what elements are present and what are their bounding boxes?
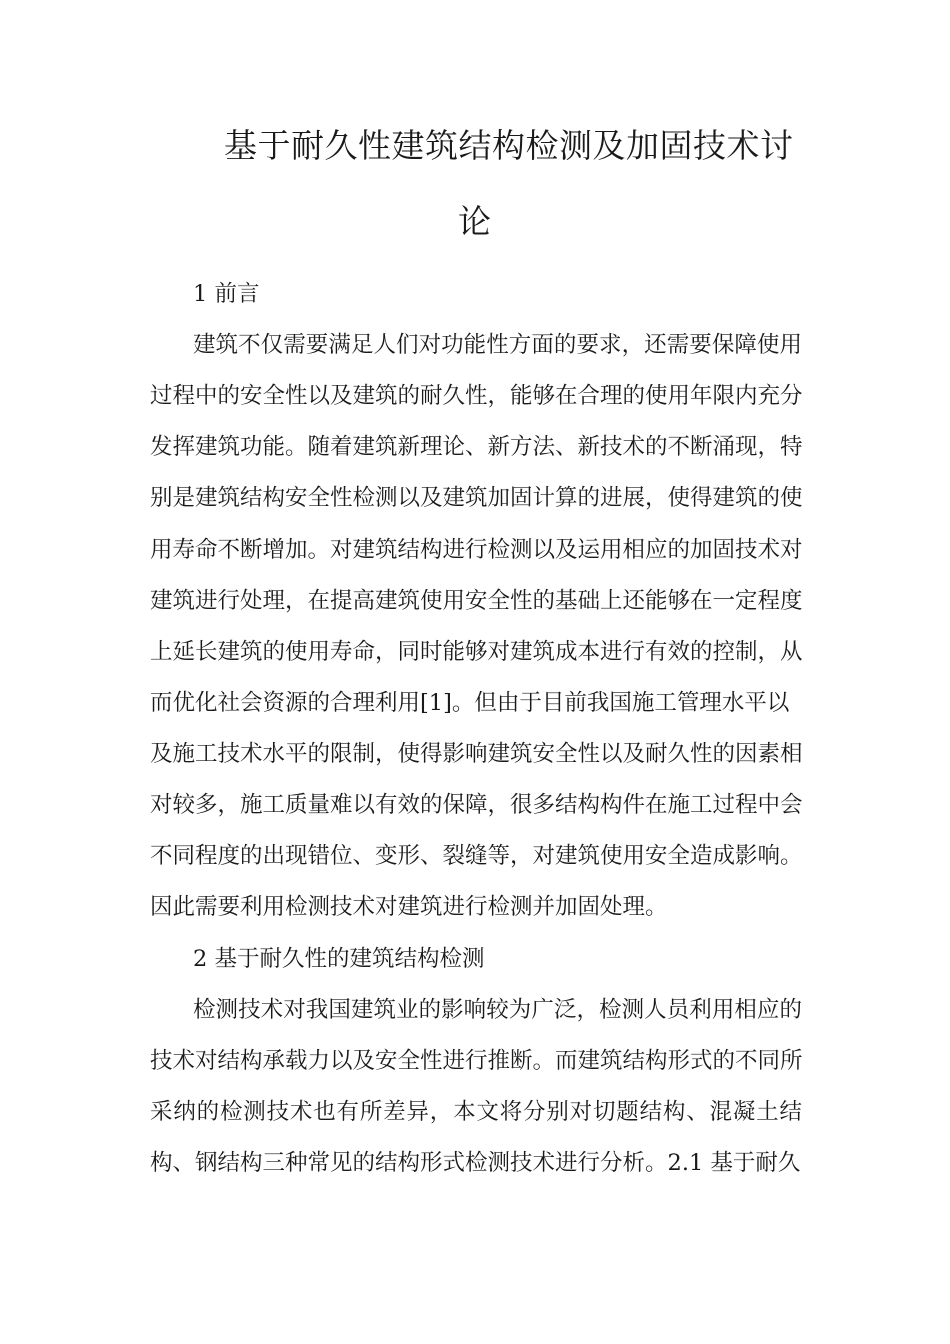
paragraph-line: 对较多，施工质量难以有效的保障，很多结构构件在施工过程中会 bbox=[150, 792, 803, 818]
paragraph-line: 发挥建筑功能。随着建筑新理论、新方法、新技术的不断涌现，特 bbox=[150, 434, 803, 460]
paragraph-line: 上延长建筑的使用寿命，同时能够对建筑成本进行有效的控制，从 bbox=[150, 639, 803, 665]
paragraph-line: 用寿命不断增加。对建筑结构进行检测以及运用相应的加固技术对 bbox=[150, 537, 803, 563]
paragraph-line: 建筑不仅需要满足人们对功能性方面的要求，还需要保障使用 bbox=[193, 332, 802, 358]
paragraph-line: 而优化社会资源的合理利用[1]。但由于目前我国施工管理水平以 bbox=[150, 690, 790, 716]
paragraph-line: 过程中的安全性以及建筑的耐久性，能够在合理的使用年限内充分 bbox=[150, 383, 803, 409]
document-title-line-2: 论 bbox=[458, 202, 492, 241]
paragraph-line: 因此需要利用检测技术对建筑进行检测并加固处理。 bbox=[150, 894, 668, 920]
paragraph-line: 及施工技术水平的限制，使得影响建筑安全性以及耐久性的因素相 bbox=[150, 741, 803, 767]
paragraph-line: 构、钢结构三种常见的结构形式检测技术进行分析。2.1 基于耐久 bbox=[150, 1150, 801, 1176]
paragraph-line: 建筑进行处理，在提高建筑使用安全性的基础上还能够在一定程度 bbox=[150, 588, 803, 614]
section-2-heading: 2 基于耐久性的建筑结构检测 bbox=[193, 946, 485, 972]
section-1-heading: 1 前言 bbox=[193, 281, 260, 307]
paragraph-line: 检测技术对我国建筑业的影响较为广泛，检测人员利用相应的 bbox=[193, 997, 802, 1023]
document-title-line-1: 基于耐久性建筑结构检测及加固技术讨 bbox=[224, 126, 794, 165]
paragraph-line: 别是建筑结构安全性检测以及建筑加固计算的进展，使得建筑的使 bbox=[150, 485, 803, 511]
paragraph-line: 采纳的检测技术也有所差异，本文将分别对切题结构、混凝土结 bbox=[150, 1099, 802, 1125]
paragraph-line: 技术对结构承载力以及安全性进行推断。而建筑结构形式的不同所 bbox=[150, 1048, 803, 1074]
paragraph-line: 不同程度的出现错位、变形、裂缝等，对建筑使用安全造成影响。 bbox=[150, 843, 803, 869]
